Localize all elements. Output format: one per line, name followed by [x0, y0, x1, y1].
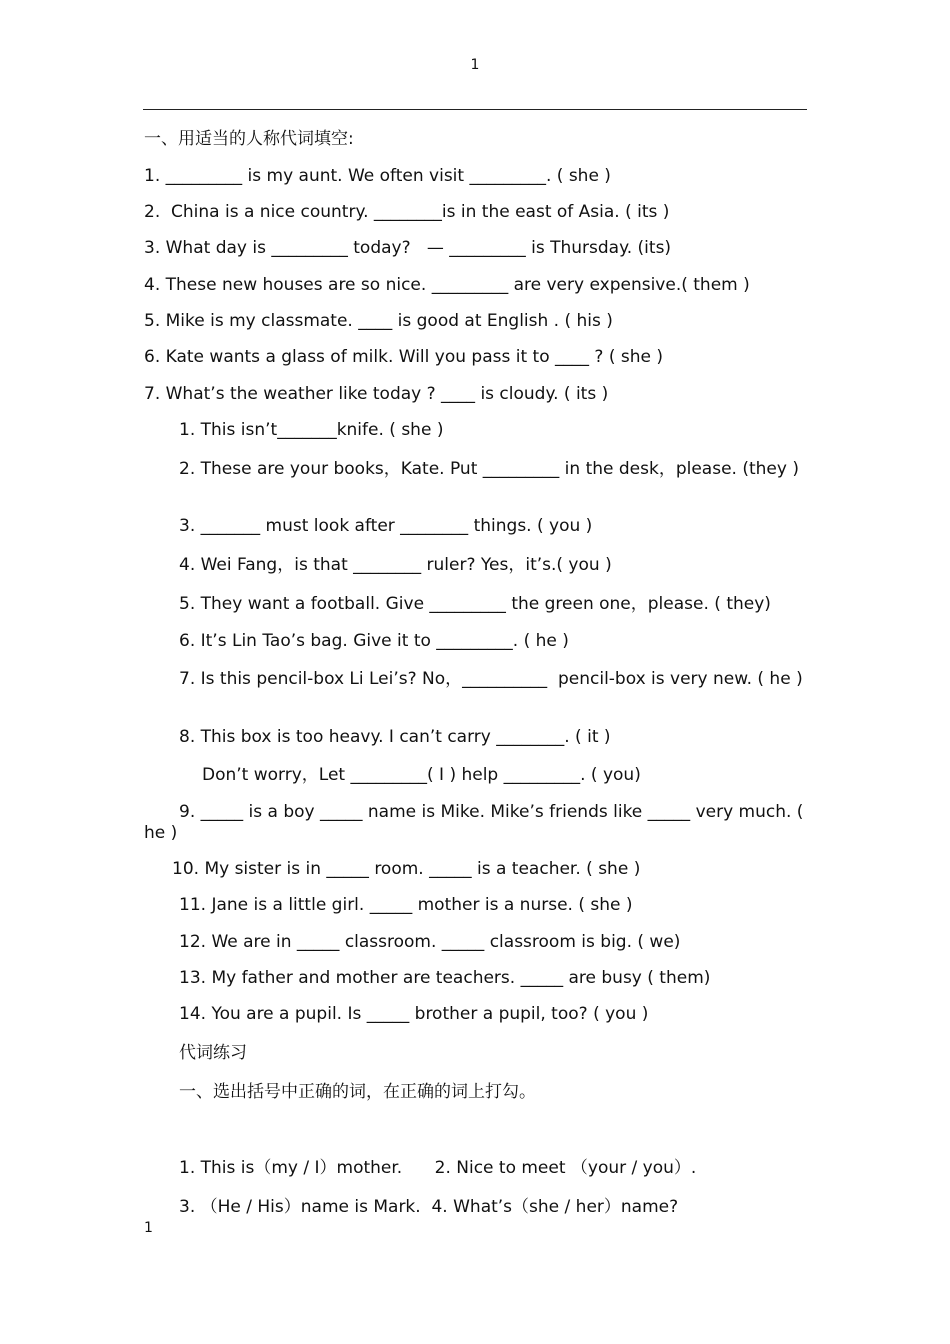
exercise-line: 4. These new houses are so nice. _________ are very expensive.( them ) [144, 275, 750, 295]
section-heading: 代词练习 [179, 1043, 247, 1063]
exercise-line: 6. Kate wants a glass of milk. Will you pass it to ____ ? ( she ) [144, 347, 663, 367]
exercise-line: 10. My sister is in _____ room. _____ is a teacher. ( she ) [172, 859, 641, 879]
exercise-line: 2. China is a nice country. ________is in the east of Asia. ( its ) [144, 202, 670, 222]
exercise-line: 1. This isn’t_______knife. ( she ) [179, 420, 444, 440]
exercise-line: 8. This box is too heavy. I can’t carry ________. ( it ) [179, 727, 611, 747]
choice-line: 1. This is（my / I）mother. 2. Nice to meet （your / you）. [179, 1158, 697, 1178]
exercise-line: 14. You are a pupil. Is _____ brother a pupil, too? ( you ) [179, 1004, 649, 1024]
exercise-line: 12. We are in _____ classroom. _____ classroom is big. ( we) [179, 932, 681, 952]
header-divider [143, 109, 807, 110]
exercise-line: 3. _______ must look after ________ things. ( you ) [179, 516, 593, 536]
exercise-line: 13. My father and mother are teachers. _____ are busy ( them) [179, 968, 711, 988]
exercise-line: Don’t worry，Let _________( I ) help _________. ( you) [202, 765, 641, 785]
exercise-line: 7. What’s the weather like today ? ____ is cloudy. ( its ) [144, 384, 609, 404]
footer-page-number: 1 [144, 1220, 153, 1236]
header-page-number: 1 [470, 57, 480, 73]
exercise-line: 4. Wei Fang，is that ________ ruler? Yes，it’s.( you ) [179, 555, 612, 575]
choice-line: 3. （He / His）name is Mark. 4. What’s（she / her）name? [179, 1197, 679, 1217]
exercise-line: 3. What day is _________ today? — _________ is Thursday. (its) [144, 238, 672, 258]
exercise-line: 9. _____ is a boy _____ name is Mike. Mike’s friends like _____ very much. ( he ) [144, 802, 809, 843]
exercise-line: 11. Jane is a little girl. _____ mother is a nurse. ( she ) [179, 895, 633, 915]
exercise-line: 5. They want a football. Give _________ the green one，please. ( they) [179, 594, 771, 614]
exercise-line: 7. Is this pencil-box Li Lei’s? No，__________ pencil-box is very new. ( he ) [179, 669, 803, 689]
exercise-line: 6. It’s Lin Tao’s bag. Give it to _________. ( he ) [179, 631, 569, 651]
exercise-line: 1. _________ is my aunt. We often visit _________. ( she ) [144, 166, 611, 186]
exercise-line: 2. These are your books，Kate. Put _________ in the desk，please. (they ) [179, 459, 799, 479]
section-instruction: 一、选出括号中正确的词，在正确的词上打勾。 [179, 1082, 536, 1102]
exercise-line: 5. Mike is my classmate. ____ is good at English . ( his ) [144, 311, 613, 331]
section-title: 一、用适当的人称代词填空: [144, 129, 354, 149]
